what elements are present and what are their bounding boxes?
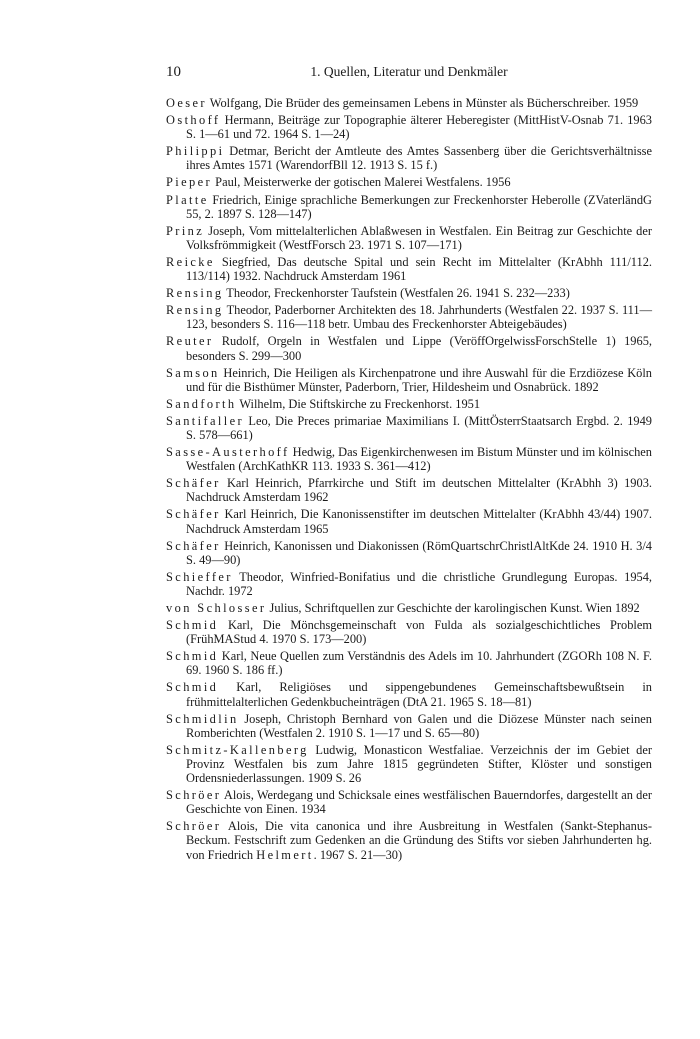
bibliography-entry	[166, 255, 652, 283]
entry-author: Platte	[166, 192, 209, 207]
entry-author: Schmid	[166, 649, 219, 664]
entry-text: Siegfried, Das deutsche Spital und sein Recht im Mittelalter (KrAbhh 111/112. 113/114) 1932. Nachdruck Amsterdam 1961	[186, 254, 652, 284]
entry-text: Wilhelm, Die Stiftskirche zu Freckenhorst. 1951	[239, 396, 481, 411]
entry-author: Rensing	[166, 286, 224, 301]
entry-text: Paul, Meisterwerke der gotischen Malerei Westfalens. 1956	[215, 175, 511, 190]
entry-text: Leo, Die Preces primariae Maximilians I. (MittÖsterrStaatsarch Ergbd. 2. 1949 S. 578—661)	[186, 413, 652, 442]
entry-author: Reicke	[166, 254, 215, 269]
bibliography-entry	[166, 743, 652, 785]
bibliography-entry	[166, 397, 652, 411]
entry-author: Samson	[166, 365, 220, 380]
entry-author: Schmid	[166, 618, 219, 633]
bibliography-entry	[166, 649, 652, 677]
bibliography-entry	[166, 303, 652, 331]
entry-text: Karl, Religiöses und sippengebundenes Gemeinschaftsbewußtsein in frühmittelalterlichen Gedenkbucheinträgen (DtA 21. 1965 S. 18—81)	[186, 680, 652, 709]
entry-author: Schmitz-Kallenberg	[166, 742, 309, 757]
entry-author: Sandforth	[166, 396, 237, 411]
entry-author: Schröer	[166, 788, 222, 803]
entry-author: Schäfer	[166, 538, 221, 553]
entry-text: Detmar, Bericht der Amtleute des Amtes Sassenberg über die Gerichtsverhältnisse ihres Amtes 1571 (WarendorfBll 12. 1913 S. 15 f.)	[186, 144, 652, 173]
entry-text: Hermann, Beiträge zur Topographie älterer Heberegister (MittHistV-Osnab 71. 1963 S. 1—61 und 72. 1964 S. 1—24)	[186, 113, 652, 142]
entry-text: Heinrich, Die Heiligen als Kirchenpatrone und ihre Auswahl für die Erzdiözese Köln und für die Bisthümer Münster, Paderborn, Trier, Hildesheim und Osnabrück. 1892	[186, 365, 652, 394]
entry-author: Santifaller	[166, 413, 245, 428]
entry-text: Karl Heinrich, Die Kanonissenstifter im deutschen Mittelalter (KrAbhh 43/44) 1907. Nachdruck Amsterdam 1965	[186, 507, 652, 536]
bibliography-entry	[166, 193, 652, 221]
entry-author: Pieper	[166, 175, 213, 190]
bibliography-entry	[166, 618, 652, 646]
bibliography-entry	[166, 601, 652, 615]
bibliography-entry	[166, 507, 652, 535]
bibliography-entry	[166, 286, 652, 300]
entry-text: Karl Heinrich, Pfarrkirche und Stift im deutschen Mittelalter (KrAbhh 3) 1903. Nachdruck Amsterdam 1962	[186, 476, 652, 505]
bibliography-entry	[166, 712, 652, 740]
bibliography-entry	[166, 414, 652, 442]
entry-text: Alois, Die vita canonica und ihre Ausbreitung in Westfalen (Sankt-Stephanus-Beckum. Festschrift zum Gedenken an die Gründung des Stifts vor sieben Jahrhunderten hg. von Friedrich	[186, 819, 652, 862]
entry-text: Theodor, Winfried-Bonifatius und die christliche Grundlegung Europas. 1954, Nachdr. 1972	[186, 569, 653, 598]
entry-author: Schieffer	[166, 569, 233, 584]
bibliography-entry	[166, 334, 652, 362]
entry-text: Wolfgang, Die Brüder des gemeinsamen Lebens in Münster als Bücherschreiber. 1959	[209, 96, 639, 110]
entry-author: Sasse-Austerhoff	[166, 445, 290, 460]
entry-author: Prinz	[166, 223, 205, 238]
entry-author: Reuter	[166, 334, 214, 349]
bibliography-list	[166, 96, 652, 865]
bibliography-entry	[166, 445, 652, 473]
entry-text: Joseph, Christoph Bernhard von Galen und die Diözese Münster nach seinen Romberichten (Westfalen 2. 1910 S. 1—17 und S. 65—80)	[186, 711, 652, 740]
bibliography-entry	[166, 224, 652, 252]
running-head: 1. Quellen, Literatur und Denkmäler	[310, 64, 508, 79]
bibliography-entry	[166, 366, 652, 394]
bibliography-entry	[166, 570, 652, 598]
page-header	[166, 62, 652, 82]
entry-author: Schmid	[166, 680, 219, 695]
entry-text: Friedrich, Einige sprachliche Bemerkungen zur Freckenhorster Heberolle (ZVaterländG 55, 2. 1897 S. 128—147)	[186, 192, 652, 221]
entry-text: Julius, Schriftquellen zur Geschichte der karolingischen Kunst. Wien 1892	[269, 601, 640, 615]
entry-text: Alois, Werdegang und Schicksale eines westfälischen Bauerndorfes, dargestellt an der Geschichte von Einen. 1934	[186, 788, 652, 817]
entry-text: Rudolf, Orgeln in Westfalen und Lippe (VeröffOrgelwissForschStelle 1) 1965, besonders S. 299—300	[186, 334, 652, 363]
entry-author: Oeser	[166, 96, 207, 110]
bibliography-entry	[166, 96, 652, 110]
entry-text: Theodor, Paderborner Architekten des 18. Jahrhunderts (Westfalen 22. 1937 S. 111—123, besonders S. 116—118 betr. Umbau des Freckenhorster Abteigebäudes)	[186, 303, 652, 332]
entry-text: Hedwig, Das Eigenkirchenwesen im Bistum Münster und im kölnischen Westfalen (ArchKathKR 113. 1933 S. 361—412)	[186, 445, 652, 474]
bibliography-entry	[166, 476, 652, 504]
bibliography-entry	[166, 819, 652, 861]
entry-text: Theodor, Freckenhorster Taufstein (Westfalen 26. 1941 S. 232—233)	[226, 286, 570, 301]
bibliography-entry	[166, 788, 652, 816]
bibliography-entry	[166, 680, 652, 708]
bibliography-entry	[166, 175, 652, 189]
entry-author: Rensing	[166, 303, 224, 318]
entry-text-tail: . 1967 S. 21—30)	[313, 847, 403, 862]
bibliography-entry	[166, 113, 652, 141]
entry-text: Ludwig, Monasticon Westfaliae. Verzeichnis der im Gebiet der Provinz Westfalen bis zum Jahre 1815 gegründeten Stifter, Klöster und sonstigen Ordensniederlassungen. 1909 S. 26	[186, 742, 652, 786]
entry-editor: Helmert	[256, 847, 314, 862]
bibliography-entry	[166, 144, 652, 172]
entry-author: Schäfer	[166, 507, 221, 522]
entry-author: Osthoff	[166, 113, 221, 128]
entry-text: Karl, Die Mönchsgemeinschaft von Fulda als sozialgeschichtliches Problem (FrühMAStud 4. 1970 S. 173—200)	[186, 618, 652, 647]
entry-author: Schröer	[166, 819, 222, 834]
entry-author: von Schlosser	[166, 601, 267, 615]
entry-author: Schmidlin	[166, 711, 239, 726]
entry-author: Philippi	[166, 144, 225, 159]
page-number: 10	[166, 64, 181, 80]
entry-text: Karl, Neue Quellen zum Verständnis des Adels im 10. Jahrhundert (ZGORh 108 N. F. 69. 1960 S. 186 ff.)	[186, 649, 652, 678]
entry-text: Joseph, Vom mittelalterlichen Ablaßwesen in Westfalen. Ein Beitrag zur Geschichte der Volksfrömmigkeit (WestfForsch 23. 1971 S. 107—171)	[186, 223, 652, 252]
entry-text: Heinrich, Kanonissen und Diakonissen (RömQuartschrChristlAltKde 24. 1910 H. 3/4 S. 49—90)	[186, 538, 652, 567]
entry-author: Schäfer	[166, 476, 221, 491]
bibliography-entry	[166, 539, 652, 567]
